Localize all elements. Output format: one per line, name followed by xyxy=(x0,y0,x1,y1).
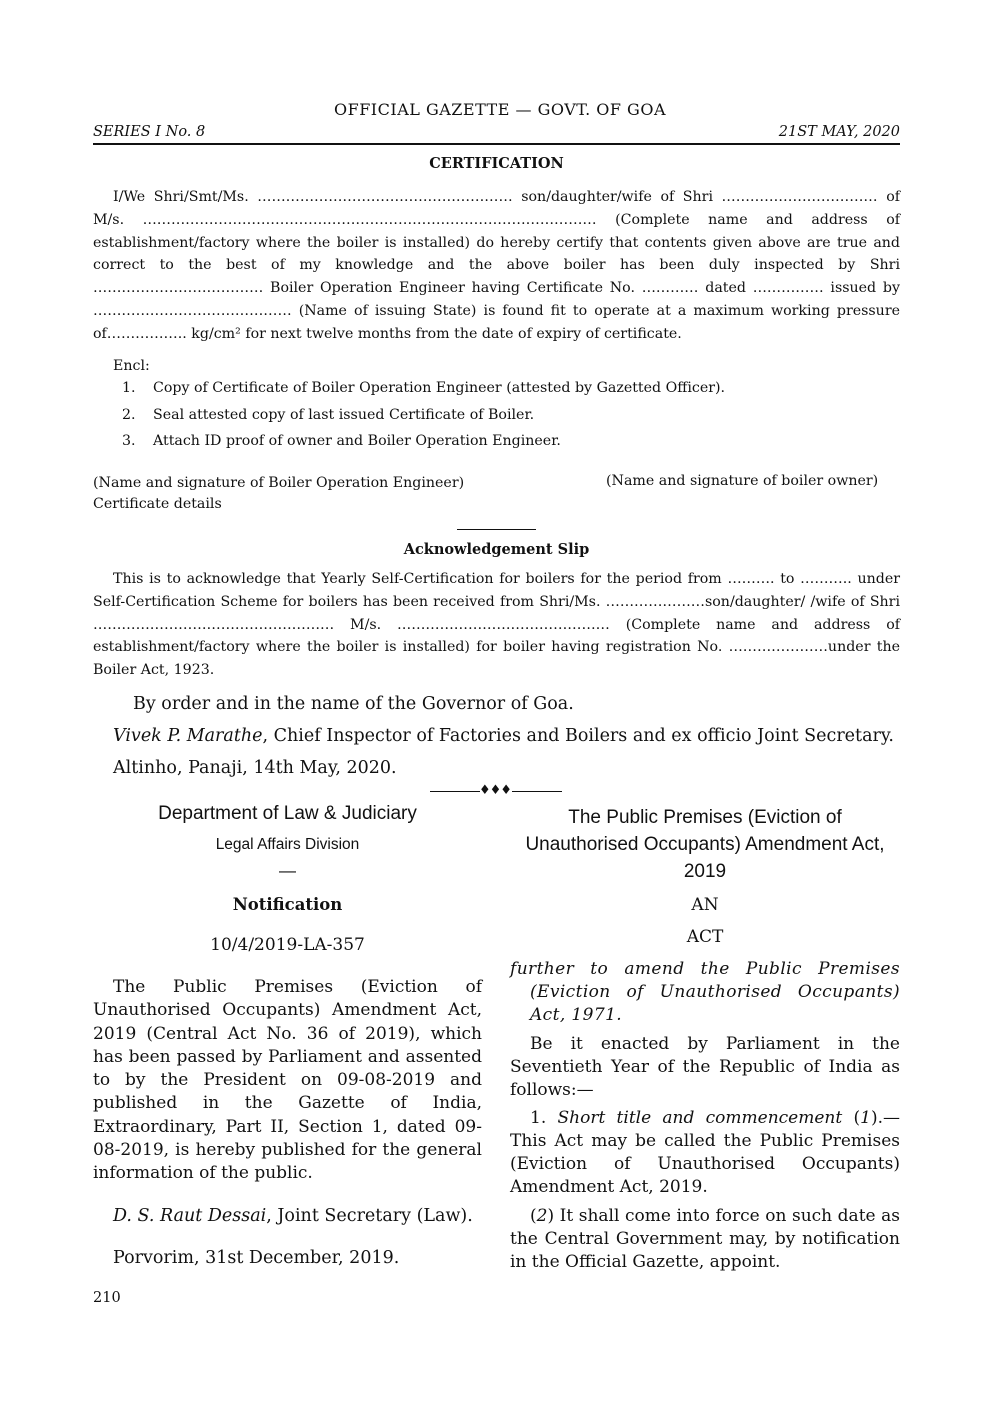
section-1-text: ).— This Act may be called the Public Premises (Eviction of Unauthorised Occupants) Amendment Act, 2019. xyxy=(510,1108,900,1197)
encl-item-text: Seal attested copy of last issued Certificate of Boiler. xyxy=(153,407,535,423)
division-title: Legal Affairs Division xyxy=(215,836,360,853)
section-1-number: 1. xyxy=(530,1108,558,1128)
section-1-block xyxy=(510,1107,900,1199)
certification-heading: CERTIFICATION xyxy=(429,155,564,172)
enacting-clause: Be it enacted by Parliament in the Seventieth Year of the Republic of India as follows:— xyxy=(510,1034,900,1100)
section-1-heading: Short title and commencement xyxy=(557,1108,843,1128)
act-an: AN xyxy=(691,895,719,915)
engineer-signature-label: (Name and signature of Boiler Operation Engineer) xyxy=(93,475,465,491)
act-title: The Public Premises (Eviction of Unauthorised Occupants) Amendment Act, 2019 xyxy=(525,807,885,882)
page-number: 210 xyxy=(93,1290,121,1306)
series-number: SERIES I No. 8 xyxy=(93,124,206,140)
ack-text: This is to acknowledge that Yearly Self-Certification for boilers for the period from ………. to ……….. under Self-Certification Scheme for boilers has been received from Shri/Ms. …………………son/daughter/ /wife of Shri …………………………………………… M/s. ……………………………………… (Complete name and address of establishment/factory where the boiler is installed) for boiler having registration No. …………………under the Boiler Act, 1923. xyxy=(93,571,900,679)
ornament-line-left xyxy=(430,791,480,792)
section-1 xyxy=(510,1107,900,1199)
notification-heading: Notification xyxy=(232,895,343,914)
order-signatory xyxy=(113,726,894,746)
section-2-number: 2 xyxy=(536,1206,548,1226)
certification-paragraph xyxy=(93,186,900,346)
ornament-line-right xyxy=(512,791,562,792)
order-place-date: Altinho, Panaji, 14th May, 2020. xyxy=(113,758,397,778)
gazette-title: OFFICIAL GAZETTE — GOVT. OF GOA xyxy=(333,100,666,119)
law-signatory-designation: , Joint Secretary (Law). xyxy=(266,1206,473,1226)
encl-item-text: Attach ID proof of owner and Boiler Operation Engineer. xyxy=(153,433,561,449)
order-line: By order and in the name of the Governor of Goa. xyxy=(133,694,574,714)
encl-item-number: 1. xyxy=(122,380,136,396)
certification-text: I/We Shri/Smt/Ms. ……………………………………………… son/daughter/wife of Shri …………………………… of M/s. …………………………………………………………………………………… (Complete name and address of establishment/factory where the boiler is installed) do hereby certify that contents given above are true and correct to the best of my knowledge and the above boiler has been duly inspected by Shri ……………………………… Boiler Operation Engineer having Certificate No. ………… dated …………… issued by …………………………………… (Name of issuing State) is found fit to operate at a maximum working pressure of…………….. kg/cm² for next twelve months from the date of expiry of certificate. xyxy=(93,189,900,342)
department-title: Department of Law & Judiciary xyxy=(158,803,417,824)
engineer-signature-block xyxy=(93,473,464,515)
encl-item-number: 2. xyxy=(122,407,136,423)
notification-text: The Public Premises (Eviction of Unauthorised Occupants) Amendment Act, 2019 (Central Act No. 36 of 2019), which has been passed by Parliament and assented to by the President on 09-08-2019 and published in the Gazette of India, Extraordinary, Part II, Section 1, dated 09-08-2019, is hereby published for the general information of the public. xyxy=(93,977,482,1184)
encl-item-text: Copy of Certificate of Boiler Operation Engineer (attested by Gazetted Officer). xyxy=(153,380,726,396)
section-2-text: ) It shall come into force on such date as the Central Government may, by notification in the Official Gazette, appoint. xyxy=(510,1206,900,1272)
encl-item-number: 3. xyxy=(122,433,136,449)
section-2-open: ( xyxy=(530,1206,537,1226)
section-2-block xyxy=(510,1205,900,1274)
encl-label: Encl: xyxy=(113,358,150,374)
section-2 xyxy=(510,1205,900,1274)
encl-item xyxy=(122,433,561,449)
ack-paragraph xyxy=(93,568,900,682)
notification-body xyxy=(93,976,482,1186)
ornament-divider xyxy=(430,783,562,799)
owner-signature-label: (Name and signature of boiler owner) xyxy=(606,473,879,489)
act-label: ACT xyxy=(686,927,724,947)
enacting-clause-block xyxy=(510,1033,900,1102)
encl-item xyxy=(122,380,725,396)
order-signatory-designation: , Chief Inspector of Factories and Boilers and ex officio Joint Secretary. xyxy=(262,726,894,746)
encl-item xyxy=(122,407,534,423)
act-preamble-block xyxy=(510,958,900,1027)
notification-number: 10/4/2019-LA-357 xyxy=(210,935,365,955)
section-divider xyxy=(457,529,536,530)
certificate-details-label: Certificate details xyxy=(93,496,222,512)
law-signatory-name: D. S. Raut Dessai xyxy=(113,1206,267,1226)
order-signatory-name: Vivek P. Marathe xyxy=(113,726,263,746)
section-1-open: ( xyxy=(842,1108,861,1128)
diamond-ornament-icon: ♦♦♦ xyxy=(479,783,511,798)
dash-separator: — xyxy=(279,861,296,880)
act-preamble: further to amend the Public Premises (Eviction of Unauthorised Occupants) Act, 1971. xyxy=(510,959,900,1025)
law-signatory xyxy=(113,1206,473,1226)
header-rule xyxy=(93,143,900,145)
issue-date: 21ST MAY, 2020 xyxy=(778,124,900,140)
ack-heading: Acknowledgement Slip xyxy=(403,541,590,558)
law-place-date: Porvorim, 31st December, 2019. xyxy=(113,1248,400,1268)
section-1-subnumber: 1 xyxy=(860,1108,871,1128)
